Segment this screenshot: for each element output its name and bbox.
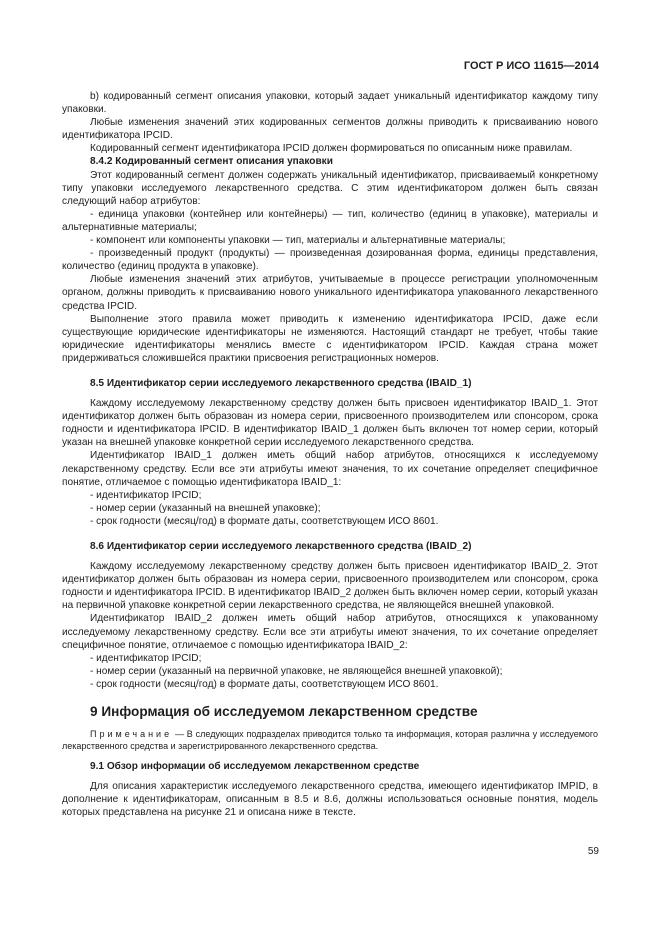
list-item: - срок годности (месяц/год) в формате даты, соответствующем ИСО 8601. [90,515,439,527]
paragraph: Каждому исследуемому лекарственному средству должен быть присвоен идентификатор IBAID_1. Этот идентификатор должен быть образован из номера серии, присвоенного производителем или спонсором, срока годности и идентификатора IPCID. В идентификатор IBAID_1 должен быть включен тот номер серии, который указан на внешней упаковке конкретной серии исследуемого лекарственного средства. [62,398,598,449]
paragraph: Любые изменения значений этих атрибутов, учитываемые в процессе регистрации уполномоченным органом, должны приводить к присваиванию нового уникального идентификатора упакованного лекарственного средства IPCID. [62,274,598,312]
section-heading-8-6: 8.6 Идентификатор серии исследуемого лекарственного средства (IBAID_2) [90,541,472,552]
paragraph: Для описания характеристик исследуемого лекарственного средства, имеющего идентификатор IMPID, в дополнение к идентификаторам, описанным в 8.5 и 8.6, должны использоваться основные понятия, модель которых представлена на рисунке 21 и описана ниже в тексте. [62,781,598,819]
list-item: - произведенный продукт (продукты) — произведенная дозированная форма, единицы представления, количество (единиц продукта в упаковке). [62,248,598,273]
section-heading-9-1: 9.1 Обзор информации об исследуемом лекарственном средстве [90,761,420,773]
list-item: - идентификатор IPCID; [90,652,202,664]
paragraph: Выполнение этого правила может приводить к изменению идентификатора IPCID, даже если существующие юридические идентификаторы не изменяются. Настоящий стандарт не требует, чтобы такие юридические идентификаторы менялись вместе с идентификатором IPCID. Каждая страна может придерживаться сложившейся практики присвоения регистрационных номеров. [62,313,598,364]
paragraph: Этот кодированный сегмент должен содержать уникальный идентификатор, присваиваемый конкретному типу упаковки исследуемого лекарственного средства. С этим идентификатором должен быть связан следующий набор атрибутов: [62,169,598,207]
paragraph: Идентификатор IBAID_1 должен иметь общий набор атрибутов, относящихся к исследуемому лекарственному средству. Если все эти атрибуты имеют значения, то их сочетание определяет специфичное понятие, отличаемое с помощью идентификатора IBAID_1: [62,450,598,488]
note-text: — В следующих подразделах приводится только та информация, которая различна у исследуемого лекарственного средства и зарегистрированного лекарственного средства. [62,729,598,752]
list-item: - номер серии (указанный на внешней упаковке); [90,502,321,514]
paragraph: b) кодированный сегмент описания упаковки, который задает уникальный идентификатор каждому типу упаковки. [62,91,598,116]
list-item: - единица упаковки (контейнер или контейнеры) — тип, количество (единиц в упаковке), материалы и альтернативные материалы; [62,208,598,233]
list-item: - идентификатор IPCID; [90,489,202,501]
page-number: 59 [587,846,599,857]
note [62,728,598,752]
paragraph: Любые изменения значений этих кодированных сегментов должны приводить к присваиванию нового идентификатора IPCID. [62,117,598,142]
paragraph: Кодированный сегмент идентификатора IPCID должен формироваться по описанным ниже правилам. [90,143,573,155]
paragraph: Идентификатор IBAID_2 должен иметь общий набор атрибутов, относящихся к упакованному исследуемому лекарственному средству. Если все эти атрибуты имеют значения, то их сочетание определяет специфичное понятие, отличаемое с помощью идентификатора IBAID_2: [62,613,598,651]
note-label: Примечание [90,729,173,740]
document-header: ГОСТ Р ИСО 11615—2014 [463,60,599,72]
list-item: - номер серии (указанный на первичной упаковке, не являющейся внешней упаковкой); [90,665,503,677]
document-body [62,90,598,819]
list-item: - срок годности (месяц/год) в формате даты, соответствующем ИСО 8601. [90,678,439,690]
list-item: - компонент или компоненты упаковки — тип, материалы и альтернативные материалы; [90,235,506,247]
subsection-heading: 8.4.2 Кодированный сегмент описания упаковки [90,156,333,168]
chapter-heading-9: 9 Информация об исследуемом лекарственном средстве [90,704,478,720]
paragraph: Каждому исследуемому лекарственному средству должен быть присвоен идентификатор IBAID_2. Этот идентификатор должен быть образован из номера серии, присвоенного производителем или спонсором, срока годности и идентификатора IPCID. В идентификатор IBAID_2 должен быть включен номер серии, который указан на первичной упаковке конкретной серии лекарственного средства, не являющейся внешней упаковкой. [62,561,598,612]
section-heading-8-5: 8.5 Идентификатор серии исследуемого лекарственного средства (IBAID_1) [90,377,472,389]
